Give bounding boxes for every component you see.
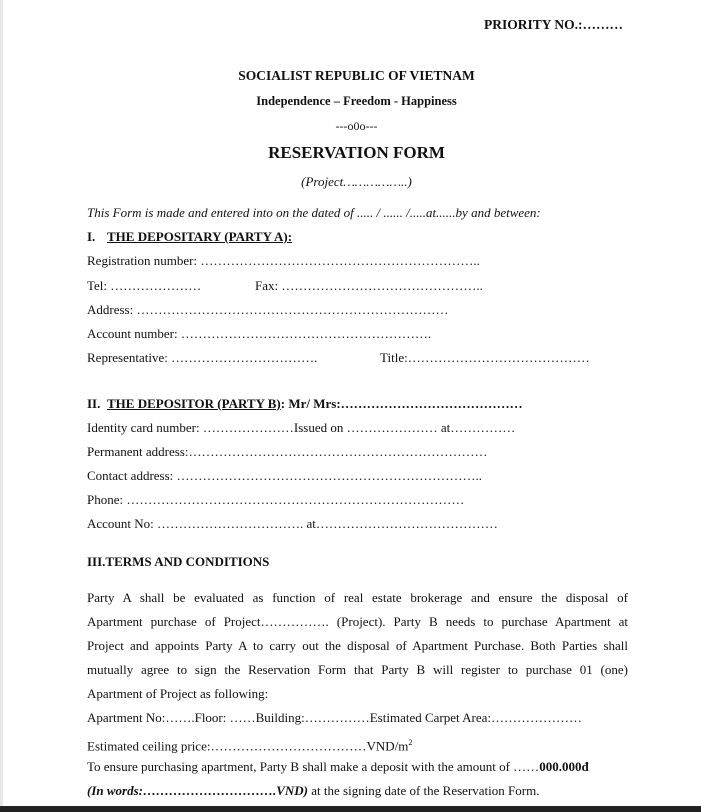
project-name: (Project……………..) xyxy=(301,174,412,189)
ornament-divider: ---o0o--- xyxy=(335,119,378,133)
party-a-heading: THE DEPOSITARY (PARTY A): xyxy=(107,229,293,244)
ceiling-price-line xyxy=(87,735,412,754)
party-a-registration: Registration number: ……………………………………………………….. xyxy=(87,253,480,268)
in-words-suffix: at the signing date of the Reservation Form. xyxy=(308,783,540,798)
deposit-line xyxy=(87,759,589,775)
priority-number: PRIORITY NO.:……… xyxy=(484,17,624,32)
party-a-fax: Fax: ……………………………………….. xyxy=(255,278,483,293)
deposit-amount: 000.000đ xyxy=(539,759,589,774)
terms-line-5: Apartment of Project as following: xyxy=(87,686,269,701)
ceiling-price: Estimated ceiling price:………………………………VND/m xyxy=(87,738,409,754)
terms-line-3: Project and appoints Party A to carry out the disposal of Apartment Purchase. Both Parties shall xyxy=(87,638,628,653)
party-a-account: Account number: …………………………………………………. xyxy=(87,326,432,341)
form-title: RESERVATION FORM xyxy=(268,143,445,162)
section-number-2: II. xyxy=(87,396,101,411)
terms-line-4: mutually agree to sign the Reservation Form that Party B will register to purchase 01 (one) xyxy=(87,662,628,677)
national-motto: Independence – Freedom - Happiness xyxy=(256,94,457,108)
ceiling-price-unit-sup: 2 xyxy=(408,738,413,747)
party-b-account: Account No: ……………………………. at…………………………………… xyxy=(87,516,498,531)
section-number-1: I. xyxy=(87,229,96,244)
party-a-representative: Representative: ……………………………. xyxy=(87,350,318,365)
terms-heading: III.TERMS AND CONDITIONS xyxy=(87,554,270,569)
in-words-line xyxy=(87,783,539,799)
deposit-prefix: To ensure purchasing apartment, Party B shall make a deposit with the amount of …… xyxy=(87,759,540,774)
terms-line-2: Apartment purchase of Project……………. (Project). Party B needs to purchase Apartment at xyxy=(87,614,628,629)
intro-line: This Form is made and entered into on the dated of ..... / ...... /.....at......by and between: xyxy=(87,205,541,220)
deposit-in-words: (In words:………………………….VND) xyxy=(87,783,309,798)
party-a-address: Address: ……………………………………………………………… xyxy=(87,302,449,317)
party-b-permanent-address: Permanent address:…………………………………………………………… xyxy=(87,444,488,459)
party-b-contact-address: Contact address: …………………………………………………………….. xyxy=(87,468,483,483)
bottom-edge-bar xyxy=(0,806,701,812)
party-b-phone: Phone: …………………………………………………………………… xyxy=(87,492,465,507)
party-a-tel: Tel: ………………… xyxy=(87,278,202,293)
terms-line-1: Party A shall be evaluated as function of real estate brokerage and ensure the disposal of xyxy=(87,590,628,605)
party-a-title: Title:…………………………………… xyxy=(380,350,590,365)
party-b-name: : Mr/ Mrs:…………………………………… xyxy=(280,396,523,411)
party-b-heading-line xyxy=(107,396,523,412)
party-b-heading: THE DEPOSITOR (PARTY B) xyxy=(107,396,281,411)
country-name: SOCIALIST REPUBLIC OF VIETNAM xyxy=(238,68,475,83)
apartment-details: Apartment No:…….Floor: ……Building:……………Estimated Carpet Area:………………… xyxy=(87,710,583,725)
party-b-identity: Identity card number: …………………Issued on ………………… at…………… xyxy=(87,420,516,435)
